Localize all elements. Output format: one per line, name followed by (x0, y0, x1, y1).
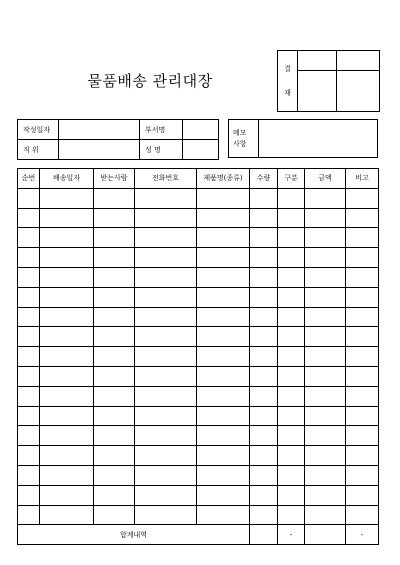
table-header-row (18, 169, 379, 189)
cell-amount[interactable] (305, 366, 346, 386)
cell-division[interactable] (278, 465, 305, 485)
cell-seq[interactable] (18, 485, 40, 505)
table-row (18, 485, 379, 505)
table-row (18, 347, 379, 367)
cell-delivery-date[interactable] (40, 267, 94, 287)
cell-recipient[interactable] (94, 386, 135, 406)
cell-note[interactable] (346, 485, 379, 505)
cell-recipient[interactable] (94, 267, 135, 287)
cell-seq[interactable] (18, 505, 40, 525)
cell-quantity[interactable] (250, 327, 278, 347)
table-row (18, 505, 379, 525)
cell-amount[interactable] (305, 327, 346, 347)
cell-phone[interactable] (135, 307, 197, 327)
cell-delivery-date[interactable] (40, 287, 94, 307)
cell-delivery-date[interactable] (40, 446, 94, 466)
cell-division[interactable] (278, 327, 305, 347)
cell-note[interactable] (346, 267, 379, 287)
cell-product[interactable] (197, 366, 250, 386)
cell-note[interactable] (346, 426, 379, 446)
total-division: - (278, 525, 305, 545)
cell-product[interactable] (197, 228, 250, 248)
table-row (18, 386, 379, 406)
cell-phone[interactable] (135, 327, 197, 347)
cell-quantity[interactable] (250, 446, 278, 466)
cell-amount[interactable] (305, 505, 346, 525)
cell-quantity[interactable] (250, 287, 278, 307)
cell-division[interactable] (278, 228, 305, 248)
cell-product[interactable] (197, 327, 250, 347)
cell-division[interactable] (278, 248, 305, 268)
cell-recipient[interactable] (94, 465, 135, 485)
approval-header-2 (337, 51, 380, 71)
cell-phone[interactable] (135, 347, 197, 367)
table-row (18, 426, 379, 446)
cell-recipient[interactable] (94, 446, 135, 466)
cell-amount[interactable] (305, 208, 346, 228)
header-delivery-date: 배송일자 (40, 169, 94, 189)
memo-label-line2: 사항 (233, 139, 247, 148)
cell-quantity[interactable] (250, 208, 278, 228)
cell-division[interactable] (278, 267, 305, 287)
cell-product[interactable] (197, 347, 250, 367)
writer-date-field[interactable] (59, 120, 140, 140)
cell-division[interactable] (278, 406, 305, 426)
cell-amount[interactable] (305, 465, 346, 485)
cell-amount[interactable] (305, 446, 346, 466)
cell-note[interactable] (346, 287, 379, 307)
cell-product[interactable] (197, 465, 250, 485)
cell-quantity[interactable] (250, 188, 278, 208)
cell-phone[interactable] (135, 248, 197, 268)
cell-phone[interactable] (135, 287, 197, 307)
cell-delivery-date[interactable] (40, 327, 94, 347)
cell-phone[interactable] (135, 386, 197, 406)
cell-product[interactable] (197, 287, 250, 307)
cell-delivery-date[interactable] (40, 406, 94, 426)
header-division: 구분 (278, 169, 305, 189)
cell-delivery-date[interactable] (40, 366, 94, 386)
cell-recipient[interactable] (94, 366, 135, 386)
header-amount: 금액 (305, 169, 346, 189)
cell-product[interactable] (197, 188, 250, 208)
cell-note[interactable] (346, 208, 379, 228)
table-row (18, 406, 379, 426)
memo-label-line1: 메모 (233, 128, 247, 137)
cell-note[interactable] (346, 386, 379, 406)
cell-seq[interactable] (18, 208, 40, 228)
cell-division[interactable] (278, 386, 305, 406)
cell-division[interactable] (278, 188, 305, 208)
cell-product[interactable] (197, 485, 250, 505)
cell-amount[interactable] (305, 485, 346, 505)
cell-delivery-date[interactable] (40, 386, 94, 406)
cell-seq[interactable] (18, 188, 40, 208)
cell-amount[interactable] (305, 406, 346, 426)
cell-quantity[interactable] (250, 426, 278, 446)
memo-label (229, 120, 259, 158)
cell-quantity[interactable] (250, 485, 278, 505)
info-box (17, 119, 219, 160)
cell-recipient[interactable] (94, 228, 135, 248)
cell-product[interactable] (197, 208, 250, 228)
cell-note[interactable] (346, 188, 379, 208)
cell-phone[interactable] (135, 446, 197, 466)
cell-amount[interactable] (305, 267, 346, 287)
cell-seq[interactable] (18, 386, 40, 406)
department-field[interactable] (183, 120, 219, 140)
cell-quantity[interactable] (250, 366, 278, 386)
cell-note[interactable] (346, 366, 379, 386)
header-product: 제품명(종류) (197, 169, 250, 189)
position-label: 직 위 (18, 140, 59, 160)
cell-division[interactable] (278, 505, 305, 525)
table-row (18, 446, 379, 466)
table-row (18, 208, 379, 228)
cell-phone[interactable] (135, 465, 197, 485)
cell-note[interactable] (346, 327, 379, 347)
cell-quantity[interactable] (250, 307, 278, 327)
cell-phone[interactable] (135, 426, 197, 446)
cell-division[interactable] (278, 287, 305, 307)
cell-note[interactable] (346, 347, 379, 367)
memo-field[interactable] (259, 120, 378, 158)
cell-quantity[interactable] (250, 505, 278, 525)
delivery-ledger-table (17, 168, 379, 545)
cell-amount[interactable] (305, 426, 346, 446)
table-row (18, 307, 379, 327)
cell-seq[interactable] (18, 287, 40, 307)
cell-recipient[interactable] (94, 327, 135, 347)
total-quantity[interactable] (250, 525, 278, 545)
approval-header-1 (298, 51, 337, 71)
cell-delivery-date[interactable] (40, 505, 94, 525)
cell-product[interactable] (197, 505, 250, 525)
table-row (18, 188, 379, 208)
department-label: 부서명 (140, 120, 183, 140)
cell-seq[interactable] (18, 347, 40, 367)
cell-delivery-date[interactable] (40, 208, 94, 228)
approval-box (277, 50, 380, 112)
cell-product[interactable] (197, 446, 250, 466)
cell-phone[interactable] (135, 228, 197, 248)
total-amount[interactable] (305, 525, 346, 545)
table-row (18, 248, 379, 268)
approval-label-bottom: 재 (284, 89, 291, 97)
cell-seq[interactable] (18, 307, 40, 327)
cell-note[interactable] (346, 406, 379, 426)
cell-seq[interactable] (18, 406, 40, 426)
cell-phone[interactable] (135, 366, 197, 386)
cell-product[interactable] (197, 248, 250, 268)
name-label: 성 명 (140, 140, 183, 160)
cell-delivery-date[interactable] (40, 465, 94, 485)
approval-sign-2[interactable] (337, 71, 380, 112)
page-title: 물품배송 관리대장 (87, 72, 213, 90)
cell-amount[interactable] (305, 287, 346, 307)
cell-note[interactable] (346, 228, 379, 248)
cell-note[interactable] (346, 248, 379, 268)
cell-amount[interactable] (305, 248, 346, 268)
cell-note[interactable] (346, 505, 379, 525)
cell-division[interactable] (278, 426, 305, 446)
cell-recipient[interactable] (94, 287, 135, 307)
cell-note[interactable] (346, 465, 379, 485)
cell-amount[interactable] (305, 347, 346, 367)
cell-delivery-date[interactable] (40, 347, 94, 367)
cell-seq[interactable] (18, 426, 40, 446)
cell-recipient[interactable] (94, 248, 135, 268)
cell-quantity[interactable] (250, 248, 278, 268)
cell-amount[interactable] (305, 307, 346, 327)
position-field[interactable] (59, 140, 140, 160)
cell-phone[interactable] (135, 406, 197, 426)
cell-recipient[interactable] (94, 188, 135, 208)
header-seq: 순번 (18, 169, 40, 189)
cell-delivery-date[interactable] (40, 307, 94, 327)
name-field[interactable] (183, 140, 219, 160)
memo-box (228, 119, 378, 158)
table-row (18, 327, 379, 347)
cell-phone[interactable] (135, 485, 197, 505)
total-label: 합계내역 (18, 525, 250, 545)
table-row (18, 287, 379, 307)
header-recipient: 받는사람 (94, 169, 135, 189)
cell-division[interactable] (278, 366, 305, 386)
table-row (18, 228, 379, 248)
cell-product[interactable] (197, 267, 250, 287)
cell-quantity[interactable] (250, 228, 278, 248)
cell-delivery-date[interactable] (40, 188, 94, 208)
cell-quantity[interactable] (250, 267, 278, 287)
writer-date-label: 작성일자 (18, 120, 59, 140)
cell-recipient[interactable] (94, 505, 135, 525)
cell-product[interactable] (197, 386, 250, 406)
cell-seq[interactable] (18, 366, 40, 386)
cell-seq[interactable] (18, 327, 40, 347)
cell-recipient[interactable] (94, 208, 135, 228)
cell-delivery-date[interactable] (40, 228, 94, 248)
cell-delivery-date[interactable] (40, 485, 94, 505)
cell-division[interactable] (278, 347, 305, 367)
cell-amount[interactable] (305, 386, 346, 406)
cell-recipient[interactable] (94, 426, 135, 446)
cell-note[interactable] (346, 446, 379, 466)
cell-delivery-date[interactable] (40, 248, 94, 268)
cell-quantity[interactable] (250, 406, 278, 426)
cell-phone[interactable] (135, 208, 197, 228)
approval-label-cell (278, 51, 298, 112)
cell-division[interactable] (278, 208, 305, 228)
cell-division[interactable] (278, 485, 305, 505)
cell-product[interactable] (197, 406, 250, 426)
cell-delivery-date[interactable] (40, 426, 94, 446)
cell-seq[interactable] (18, 228, 40, 248)
approval-label-top: 결 (284, 65, 291, 73)
cell-recipient[interactable] (94, 347, 135, 367)
approval-sign-1[interactable] (298, 71, 337, 112)
total-row (18, 525, 379, 545)
cell-division[interactable] (278, 307, 305, 327)
cell-phone[interactable] (135, 505, 197, 525)
cell-seq[interactable] (18, 446, 40, 466)
cell-seq[interactable] (18, 248, 40, 268)
cell-seq[interactable] (18, 465, 40, 485)
total-note: - (346, 525, 379, 545)
cell-quantity[interactable] (250, 465, 278, 485)
cell-amount[interactable] (305, 228, 346, 248)
cell-note[interactable] (346, 307, 379, 327)
table-row (18, 465, 379, 485)
cell-recipient[interactable] (94, 485, 135, 505)
cell-product[interactable] (197, 307, 250, 327)
cell-recipient[interactable] (94, 307, 135, 327)
cell-product[interactable] (197, 426, 250, 446)
header-quantity: 수량 (250, 169, 278, 189)
table-row (18, 366, 379, 386)
cell-seq[interactable] (18, 267, 40, 287)
cell-recipient[interactable] (94, 406, 135, 426)
header-note: 비고 (346, 169, 379, 189)
cell-division[interactable] (278, 446, 305, 466)
cell-quantity[interactable] (250, 347, 278, 367)
cell-amount[interactable] (305, 188, 346, 208)
table-row (18, 267, 379, 287)
cell-quantity[interactable] (250, 386, 278, 406)
cell-phone[interactable] (135, 267, 197, 287)
header-phone: 전화번호 (135, 169, 197, 189)
cell-phone[interactable] (135, 188, 197, 208)
